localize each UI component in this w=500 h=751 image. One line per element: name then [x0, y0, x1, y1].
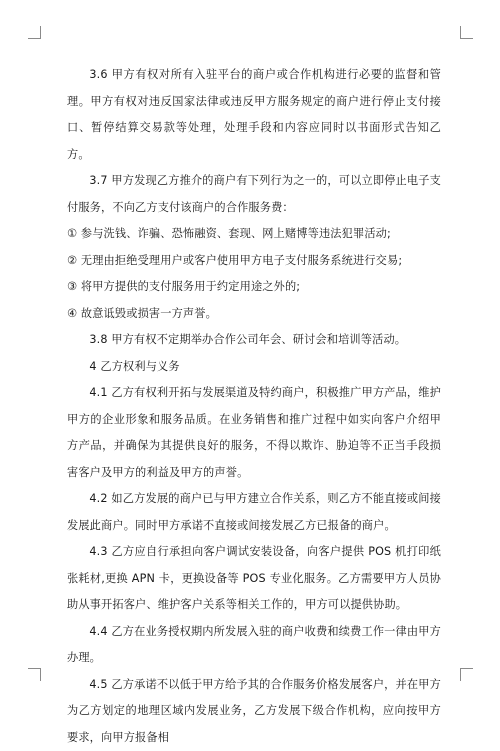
clause-3-7: 3.7 甲方发现乙方推介的商户有下列行为之一的，可以立即停止电子支付服务，不向乙方支付该商户的合作服务费：: [67, 168, 441, 221]
clause-4-3: 4.3 乙方应自行承担向客户调试安装设备，向客户提供 POS 机打印纸张耗材,更换 APN 卡，更换设备等 POS 专业化服务。乙方需要甲方人员协助从事开拓客户、维护客户关系等相关工作的，甲方可以提供协助。: [67, 539, 441, 619]
clause-3-7-item-1: ① 参与洗钱、诈骗、恐怖融资、套现、网上赌博等违法犯罪活动;: [67, 221, 441, 248]
clause-3-7-item-3: ③ 将甲方提供的支付服务用于约定用途之外的;: [67, 274, 441, 301]
crop-mark-top-left: [28, 26, 41, 39]
clause-4-1: 4.1 乙方有权利开拓与发展渠道及特约商户，积极推广甲方产品，维护甲方的企业形象和服务品质。在业务销售和推广过程中如实向客户介绍甲方产品，并确保为其提供良好的服务，不得以欺诈、胁迫等不正当手段损害客户及甲方的利益及甲方的声誉。: [67, 380, 441, 486]
clause-4-5: 4.5 乙方承诺不以低于甲方给予其的合作服务价格发展客户，并在甲方为乙方划定的地理区域内发展业务，乙方发展下级合作机构，应向按甲方要求，向甲方报备相: [67, 672, 441, 751]
clause-3-8: 3.8 甲方有权不定期举办合作公司年会、研讨会和培训等活动。: [67, 327, 441, 354]
clause-3-6: 3.6 甲方有权对所有入驻平台的商户或合作机构进行必要的监督和管理。甲方有权对违反国家法律或违反甲方服务规定的商户进行停止支付接口、暂停结算交易款等处理，处理手段和内容应同时以书面形式告知乙方。: [67, 62, 441, 168]
clause-4-2: 4.2 如乙方发展的商户已与甲方建立合作关系，则乙方不能直接或间接发展此商户。同时甲方承诺不直接或间接发展乙方已报备的商户。: [67, 486, 441, 539]
crop-mark-top-right: [460, 26, 473, 39]
clause-3-7-item-2: ② 无理由拒绝受理用户或客户使用甲方电子支付服务系统进行交易;: [67, 248, 441, 275]
clause-4-4: 4.4 乙方在业务授权期内所发展入驻的商户收费和续费工作一律由甲方办理。: [67, 619, 441, 672]
section-4-heading: 4 乙方权利与义务: [67, 354, 441, 381]
clause-3-7-item-4: ④ 故意诋毁或损害一方声誉。: [67, 301, 441, 328]
crop-mark-bottom-right: [460, 668, 473, 681]
document-body: [67, 62, 441, 751]
crop-mark-bottom-left: [28, 668, 41, 681]
